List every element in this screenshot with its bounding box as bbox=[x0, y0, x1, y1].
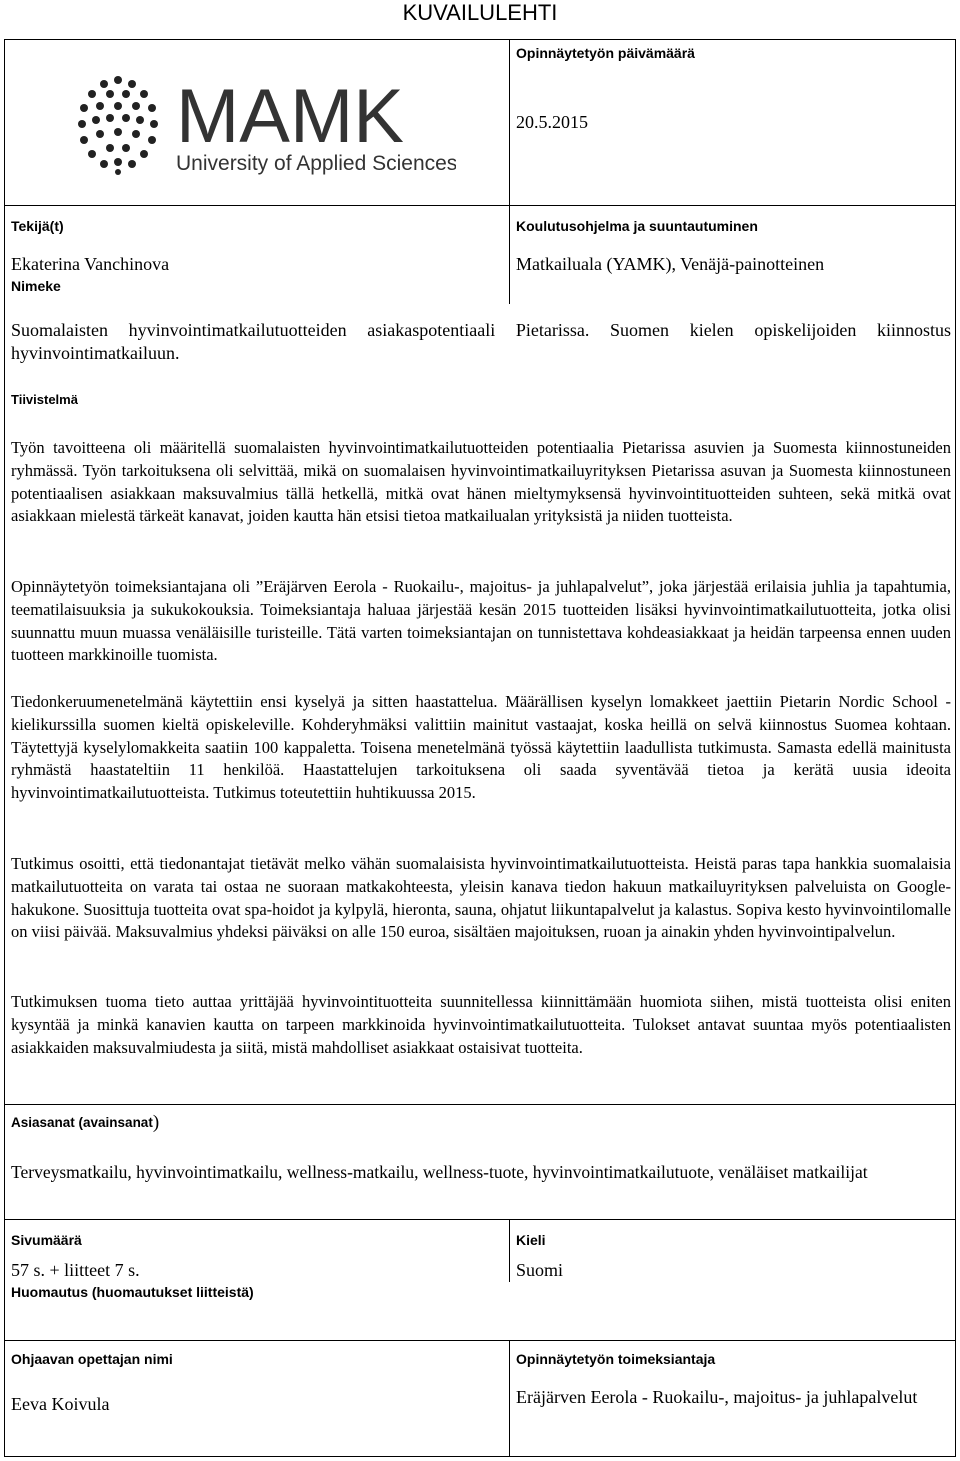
abstract-paragraph: Tutkimuksen tuoma tieto auttaa yrittäjää hyvinvointituotteita suunnitellessa kiinnittämään huomiota siihen, mistä tuotteista olisi eniten kysyntää ja minkä kanavien kautta on tarpeen markkinoida hyvinvointimatkailutuotteita. Tulokset antavat suuntaa myös potentiaalisten asiakkaiden maksuvalmiudesta ja siitä, mistä mahdolliset asiakkaat ostaisivat tuotteita. bbox=[11, 992, 951, 1057]
divider bbox=[509, 1340, 510, 1457]
abstract-paragraph: Tiedonkeruumenetelmänä käytettiin ensi kyselyä ja sitten haastattelua. Määrällisen kyselyn lomakkeet jaettiin Pietarin Nordic School -kielikurssilla suomen kieltä opiskeleville. Kohderyhmäksi valittiin mainitut vastaajat, koska heillä on selvä kiinnostus Suomea kohtaan. Täytettyjä kyselylomakkeita saatiin 100 kappaletta. Toisena menetelmänä työssä käytettiin laadullista tutkimusta. Samasta edellä mainitusta ryhmästä haastateltiin 11 henkilöä. Haastattelujen tarkoituksena oli saada syventävää tietoa ja kerätä uusia ideoita hyvinvointimatkailutuotteista. Tutkimus toteutettiin huhtikuussa 2015. bbox=[11, 692, 951, 803]
name-line-1: Suomalaisten hyvinvointimatkailutuotteiden asiakaspotentiaali Pietarissa. Suomen kielen opiskelijoiden kiinnostus bbox=[11, 320, 951, 340]
page-title: KUVAILULEHTI bbox=[402, 0, 558, 25]
keywords-label bbox=[11, 1112, 160, 1133]
divider bbox=[509, 39, 510, 304]
divider bbox=[4, 1104, 956, 1105]
keywords-value: Terveysmatkailu, hyvinvointimatkailu, wellness-matkailu, wellness-tuote, hyvinvointimatkailutuote, venäläiset matkailijat bbox=[11, 1162, 868, 1182]
supervisor-value: Eeva Koivula bbox=[11, 1394, 110, 1414]
logo-subtitle: University of Applied Sciences bbox=[176, 152, 456, 175]
pages-label: Sivumäärä bbox=[11, 1232, 82, 1248]
divider bbox=[4, 1340, 956, 1341]
abstract-paragraph: Opinnäytetyön toimeksiantajana oli ”Eräjärven Eerola - Ruokailu-, majoitus- ja juhlapalvelut”, joka järjestää erilaisia juhlia ja tapahtumia, teematilaisuuksia ja sukukokouksia. Toimeksiantaja haluaa järjestää kesän 2015 tuotteiden lisäksi hyvinvointimatkailutuotteita, jotka olisi suunnattu muun muassa venäläisille turisteille. Tätä varten toimeksiantajan on tunnistettava kohdeasiakkaat ja heidän tarpeensa ennen uuden tuotteen markkinoille tuomista. bbox=[11, 577, 951, 665]
mamk-logo bbox=[76, 70, 456, 180]
author-label: Tekijä(t) bbox=[11, 218, 64, 234]
language-label: Kieli bbox=[516, 1232, 546, 1248]
name-line-2: hyvinvointimatkailuun. bbox=[11, 343, 180, 363]
commissioner-label: Opinnäytetyön toimeksiantaja bbox=[516, 1351, 716, 1367]
keywords-label-paren: ) bbox=[152, 1112, 160, 1133]
commissioner-value: Eräjärven Eerola - Ruokailu-, majoitus- ja juhlapalvelut bbox=[516, 1387, 918, 1407]
programme-label: Koulutusohjelma ja suuntautuminen bbox=[516, 218, 758, 234]
divider bbox=[4, 1219, 956, 1220]
divider bbox=[509, 1219, 510, 1282]
date-label: Opinnäytetyön päivämäärä bbox=[516, 45, 695, 61]
author-value: Ekaterina Vanchinova bbox=[11, 254, 170, 274]
date-value: 20.5.2015 bbox=[516, 112, 588, 132]
language-value: Suomi bbox=[516, 1260, 564, 1280]
abstract-label: Tiivistelmä bbox=[11, 392, 78, 407]
programme-value: Matkailuala (YAMK), Venäjä-painotteinen bbox=[516, 254, 825, 274]
keywords-label-text: Asiasanat (avainsanat bbox=[11, 1115, 153, 1130]
notes-label: Huomautus (huomautukset liitteistä) bbox=[11, 1284, 254, 1300]
abstract-paragraph: Tutkimus osoitti, että tiedonantajat tietävät melko vähän suomalaisista hyvinvointimatkailutuotteista. Heistä paras tapa hankkia suomalaisia matkailutuotteita on varata tai ostaa ne suoraan matkakohteesta, yleisin kanava tiedon hakuun matkailuyrityksen palveluista on Google-hakukone. Suosittuja tuotteita ovat spa-hoidot ja kylpylä, hieronta, sauna, ohjatut liikuntapalvelut ja kalastus. Sopiva kesto hyvinvointilomalle on viisi päivää. Maksuvalmius yhdeksi päiväksi on alle 150 euroa, sisältäen majoituksen, ruoan ja ainakin yhden hyvinvointipalvelun. bbox=[11, 854, 951, 942]
abstract-paragraph: Työn tavoitteena oli määritellä suomalaisten hyvinvointimatkailutuotteiden potentiaalia Pietarissa asuvien ja Suomesta kiinnostuneiden ryhmässä. Työn tarkoituksena oli selvittää, mikä on suomalaisen hyvinvointimatkailuyrityksen Pietarissa asuvan ja Suomesta kiinnostuneen potentiaalisen asiakkaan maksuvalmius tällä hetkellä, mitkä ovat hänen mieltymyksensä hyvinvointituotteiden suhteen, sekä mitkä ovat asiakkaan mielestä tärkeät kanavat, joiden kautta hän etsisi tietoa matkailualan yrityksistä ja niiden tuotteista. bbox=[11, 438, 951, 526]
supervisor-label: Ohjaavan opettajan nimi bbox=[11, 1351, 173, 1367]
mamk-logo-graphic bbox=[76, 70, 456, 180]
divider bbox=[4, 205, 956, 206]
logo-wordmark: MAMK bbox=[176, 74, 404, 159]
pages-value: 57 s. + liitteet 7 s. bbox=[11, 1260, 140, 1280]
name-label: Nimeke bbox=[11, 278, 61, 294]
